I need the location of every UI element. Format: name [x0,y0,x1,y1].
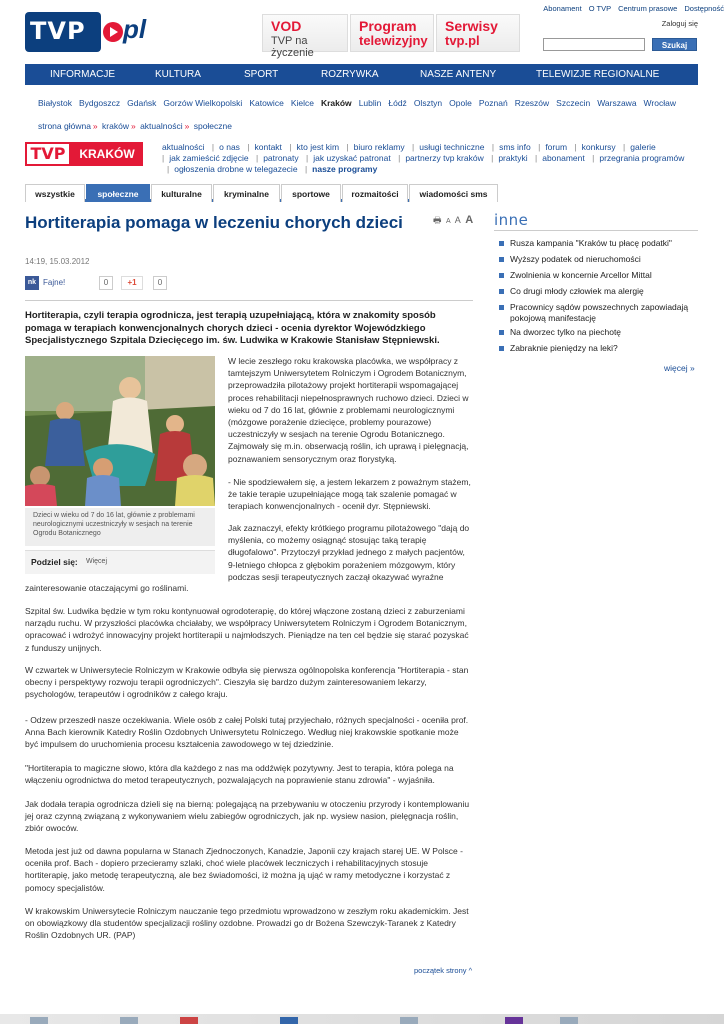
nav-kultura[interactable]: KULTURA [155,69,201,80]
back-to-top-link[interactable]: początek strony ^ [414,966,473,975]
article-paragraph: - Nie spodziewałem się, a jestem lekarzem z poważnym stażem, że takie terapie uzupełniające mogą tak szalenie pomagać w terapiach konwencjonalnych - ocenił dyr. Stępniewski. [228,477,471,512]
regional-link[interactable]: usługi techniczne [419,142,485,152]
bullet-icon [499,241,504,246]
city-link[interactable]: Białystok [38,98,73,108]
link-separator: | [247,142,250,152]
sidebar-item-label: Pracownicy sądów powszechnych zapowiadają pokojową manifestację [510,302,689,323]
regional-link[interactable]: praktyki [498,153,528,163]
nav-informacje[interactable]: INFORMACJE [50,69,115,80]
bullet-icon [499,289,504,294]
breadcrumb-separator: » [130,121,136,131]
toplink-centrum[interactable]: Centrum prasowe [618,4,678,13]
link-separator: | [211,142,215,152]
regional-link[interactable]: ogłoszenia drobne w telegazecie [174,164,298,174]
toplink-o-tvp[interactable]: O TVP [588,4,611,13]
city-link[interactable]: Bydgoszcz [79,98,121,108]
regional-link[interactable]: kto jest kim [296,142,340,152]
bullet-icon [499,257,504,262]
footer-logo[interactable] [180,1017,198,1024]
font-large-button[interactable]: A [465,214,474,226]
promo-serwisy[interactable] [436,14,520,52]
bullet-icon [499,346,504,351]
photo-illustration [25,356,215,506]
regional-logo-name: KRAKÓW [71,142,143,166]
link-separator: | [167,164,170,174]
tvp-krakow-logo[interactable] [25,142,143,166]
breadcrumb-separator: » [92,121,98,131]
link-separator: | [346,142,349,152]
login-link[interactable]: Zaloguj się [661,19,698,28]
link-separator: | [412,142,415,152]
city-link[interactable]: Wrocław [643,98,676,108]
article-date: 14:19, 15.03.2012 [25,257,90,266]
link-separator: | [304,164,308,174]
tab-kryminalne[interactable]: kryminalne [213,184,280,202]
promo-vod-title: VOD [271,18,302,34]
breadcrumb [38,121,232,131]
font-small-button[interactable]: A [446,218,451,225]
photo-caption: Dzieci w wieku od 7 do 16 lat, głównie z problemami neurologicznymi uczestniczyły w sesjach na terenie Ogrodu Botanicznego [25,508,215,546]
sidebar-item[interactable] [499,270,699,281]
share-label: Podziel się: [31,557,78,567]
regional-link[interactable]: forum [545,142,568,152]
sidebar-item-label: Zabraknie pieniędzy na leki? [510,343,618,353]
facebook-like[interactable] [25,276,109,290]
page-header [0,0,724,62]
regional-link[interactable]: biuro reklamy [353,142,405,152]
gplus-icon: +1 [121,276,143,290]
regional-logo-tvp: TVP [25,142,71,166]
article-paragraph: zainteresowanie otaczającymi go roślinami. [25,583,189,593]
breadcrumb-aktualnosci[interactable]: aktualności [140,121,183,131]
promo-program-subtitle: telewizyjny [359,33,428,48]
sidebar-item[interactable] [499,254,699,265]
sidebar-item[interactable] [499,286,699,297]
breadcrumb-home[interactable]: strona główna [38,121,91,131]
city-link[interactable]: Poznań [478,98,508,108]
city-link[interactable]: Kielce [290,98,314,108]
regional-link[interactable]: jak uzyskać patronat [313,153,391,163]
footer-logo[interactable] [505,1017,523,1024]
toplink-abonament[interactable]: Abonament [543,4,582,13]
link-separator: | [574,142,577,152]
city-link[interactable]: Lublin [358,98,382,108]
city-link[interactable]: Opole [449,98,472,108]
article-paragraph: Jak dodała terapia ogrodnicza dzieli się na bierną: polegającą na przebywaniu w otoczeniu przyrody i kontemplowaniu jej oraz czynną związaną z wykonywaniem wielu zabiegów ogrodniczych, jak np. wysiew nasion, pielęgnacja roślin, zbiór owoców. [25,799,470,834]
article-paragraph: Szpital św. Ludwika będzie w tym roku kontynuował ogrodoterapię, do której włączone zostaną dzieci z zaburzeniami narządu ruchu. W przyszłości placówka chciałaby, we współpracy Uniwersytetem Rolniczym i Ogrodem Botanicznym, opracować i wdrożyć innowacyjny projekt hortiterapii u najmłodszych. Pieniądze na ten cel będzie się starać pozyskać z funduszy unijnych. [25,606,469,653]
play-icon [103,22,123,42]
tab-sportowe[interactable]: sportowe [281,184,341,202]
facebook-count: 0 [99,276,113,290]
city-link[interactable]: Katowice [249,98,284,108]
article-photo[interactable] [25,356,215,506]
bullet-icon [499,305,504,310]
gplus-count: 0 [153,276,167,290]
sidebar-item-label: Wyższy podatek od nieruchomości [510,254,641,264]
promo-program[interactable] [350,14,434,52]
sidebar-title: inne [494,211,529,229]
search-button[interactable]: Szukaj [652,38,697,51]
city-link[interactable]: Olsztyn [413,98,443,108]
promo-serwisy-subtitle: tvp.pl [445,33,480,48]
footer-bar [0,1014,724,1024]
promo-program-title: Program [359,18,417,34]
city-link[interactable]: Warszawa [597,98,637,108]
sidebar-item-label: Zwolnienia w koncernie Arcellor Mittal [510,270,652,280]
tab-rozmaitosci[interactable]: rozmaitości [342,184,408,202]
footer-logo[interactable] [560,1017,578,1024]
city-link[interactable]: Szczecin [556,98,591,108]
facebook-icon: nk [25,276,39,290]
top-links [538,4,724,13]
promo-vod[interactable] [262,14,348,59]
facebook-label: Fajne! [43,278,66,287]
sidebar-item-label: Na dworzec tylko na piechotę [510,327,622,337]
sidebar-item[interactable] [499,302,699,324]
breadcrumb-separator: » [184,121,190,131]
article-paragraph: Metoda jest już od dawna popularna w Stanach Zjednoczonych, Kanadzie, Japonii czy krajach starej UE. W Polsce - oceniła prof. Bach - dopiero przecieramy szlaki, choć wiele placówek leczniczych i rehabilitacyjnych stosuje hortiterapię, jako metodę terapeutyczną, ale bez świadomości, iż można ją ująć w ramy metodyczne i korzystać z pomocy specjalistów. [25,846,463,893]
link-separator: | [255,153,259,163]
link-separator: | [592,153,595,163]
toplink-dostepnosc[interactable]: Dostępność [684,4,724,13]
city-link[interactable]: Kraków [320,98,352,108]
search-input[interactable] [543,38,645,51]
regional-link[interactable]: kontakt [254,142,282,152]
regional-link[interactable]: patronaty [263,153,299,163]
footer-logo[interactable] [400,1017,418,1024]
logo-box [25,12,101,52]
city-link[interactable]: Gdańsk [127,98,157,108]
breadcrumb-krakow[interactable]: kraków [102,121,129,131]
link-separator: | [535,153,538,163]
breadcrumb-spoleczne[interactable]: społeczne [193,121,232,131]
nav-telewizje-regionalne[interactable]: TELEWIZJE REGIONALNE [536,69,660,80]
link-separator: | [491,153,494,163]
tab-spoleczne[interactable]: społeczne [86,184,150,202]
footer-logo[interactable] [30,1017,48,1024]
tvp-logo[interactable] [25,12,147,52]
link-separator: | [623,142,626,152]
link-separator: | [306,153,309,163]
article-title: Hortiterapia pomaga w leczeniu chorych dzieci [25,213,403,232]
sidebar-item-label: Rusza kampania "Kraków tu płacę podatki" [510,238,672,248]
sidebar-more-link[interactable]: więcej » [664,363,695,373]
tab-wszystkie[interactable]: wszystkie [25,184,85,202]
article-paragraph: "Hortiterapia to magiczne słowo, która dla każdego z nas ma oddźwięk pozytywny. Jest to terapia, która polega na włączeniu ogrodnictwa do metod terapeutycznych, pozwalających na poprawienie stanu zdrowia" - wyjaśniła. [25,763,454,786]
city-links [38,98,683,108]
print-icon[interactable]: 🖶 [433,215,442,225]
promo-serwisy-title: Serwisy [445,18,498,34]
nav-sport[interactable]: SPORT [244,69,279,80]
city-link[interactable]: Łódź [388,98,407,108]
regional-link[interactable]: partnerzy tvp kraków [405,153,484,163]
logo-text: TVP [30,17,86,45]
logo-suffix: pl [123,14,147,44]
footer-logo[interactable] [280,1017,298,1024]
regional-link[interactable]: jak zamieścić zdjęcie [169,153,249,163]
link-separator: | [491,142,495,152]
regional-link[interactable]: abonament [542,153,585,163]
main-nav [25,64,698,85]
tab-kulturalne[interactable]: kulturalne [151,184,212,202]
divider [494,230,698,231]
link-separator: | [162,153,165,163]
regional-link[interactable]: nasze programy [312,164,378,174]
article-paragraph: Jak zaznaczył, efekty krótkiego programu pilotażowego "dają do myślenia, co możemy osiągnąć stosując taką terapię długofalowo". Przytoczył przykład jednego z małych pacjentów, 9-letniego chłopca z głębokim porażeniem mózgowym, który podczas sesji terapeutycznych zaczął okazywać wyraźne [228,523,470,582]
share-more-link[interactable]: Więcej [86,558,108,565]
regional-link[interactable]: konkursy [581,142,616,152]
link-separator: | [398,153,401,163]
regional-link[interactable]: galerie [630,142,656,152]
bullet-icon [499,273,504,278]
regional-links [162,142,698,175]
divider [25,300,473,301]
sidebar-item[interactable] [499,327,699,338]
regional-link[interactable]: aktualności [162,142,205,152]
regional-link[interactable]: sms info [499,142,531,152]
tab-wiadomosci-sms[interactable]: wiadomości sms [409,184,498,202]
article-paragraph: W czwartek w Uniwersytecie Rolniczym w Krakowie odbyła się pierwsza ogólnopolska konferencja "Hortiterapia - stan obecny i perspektywy rozwoju terapii ogrodniczych". Cieszyła się bardzo dużym zainteresowaniem lekarzy, psychologów, terapeutów i ogrodników z całego kraju. [25,665,469,700]
article-lead: Hortiterapia, czyli terapia ogrodnicza, jest terapią uzupełniającą, która w znakomity sposób pomaga w terapiach konwencjonalnych chorych dzieci - ocenia dyrektor Wojewódzkiego Specjalistycznego Szpitala Dziecięcego im. św. Ludwika w Krakowie Stanisław Stępniewski. [25,310,440,346]
article-paragraph: W krakowskim Uniwersytecie Rolniczym nauczanie tego przedmiotu wprowadzono w zeszłym roku akademickim. Jest on obowiązkowy dla studentów specjalizacji rośliny ozdobne. Prowadzi go dr Bożena Szewczyk-Taranek z Katedry Roślin Ozdobnych UR. (PAP) [25,906,469,941]
font-tools [433,213,475,229]
regional-link[interactable]: przegrania programów [599,153,685,163]
link-separator: | [289,142,292,152]
font-medium-button[interactable]: A [454,215,461,225]
share-box [25,550,215,574]
category-tabs [25,184,498,202]
sidebar-item-label: Co drugi młody człowiek ma alergię [510,286,644,296]
promo-vod-subtitle: TVP na życzenie [271,35,314,59]
link-separator: | [538,142,541,152]
article-paragraph: - Odzew przeszedł nasze oczekiwania. Wiele osób z całej Polski tutaj przyjechało, różnych specjalności - oceniła prof. Anna Bach kierownik Katedry Roślin Ozdobnych Uniwersytetu Rolniczego. Według niej krakowskie spotkanie może być impulsem do uruchomienia procesu kształcenia zawodowego w tej dziedzinie. [25,715,469,750]
footer-logo[interactable] [120,1017,138,1024]
city-link[interactable]: Gorzów Wielkopolski [163,98,243,108]
article-paragraph: W lecie zeszłego roku krakowska placówka, we współpracy z tamtejszym Uniwersytetem Rolniczym i Ogrodem Botanicznym, przeprowadziła pilotażowy projekt hortiterapii wspomagającej proces rehabilitacji niepełnosprawnych ruchowo dzieci. Dzieci w wieku od 7 do 16 lat, głównie z problemami neurologicznymi (mózgowe porażenie dziecięce, problemy pourazowe) uczestniczyły w sesjach na terenie Ogrodu Botanicznego. Zajmowały się m.in. obserwacją roślin, ich uprawą i pielęgnacją, poznawaniem sensorycznym oraz florystyką. [228,356,469,464]
nav-rozrywka[interactable]: ROZRYWKA [321,69,379,80]
nav-nasze-anteny[interactable]: NASZE ANTENY [420,69,497,80]
sidebar-item[interactable] [499,343,699,354]
gplus-button[interactable] [121,276,171,290]
bullet-icon [499,330,504,335]
regional-link[interactable]: o nas [219,142,240,152]
sidebar-item[interactable] [499,238,699,249]
city-link[interactable]: Rzeszów [514,98,550,108]
